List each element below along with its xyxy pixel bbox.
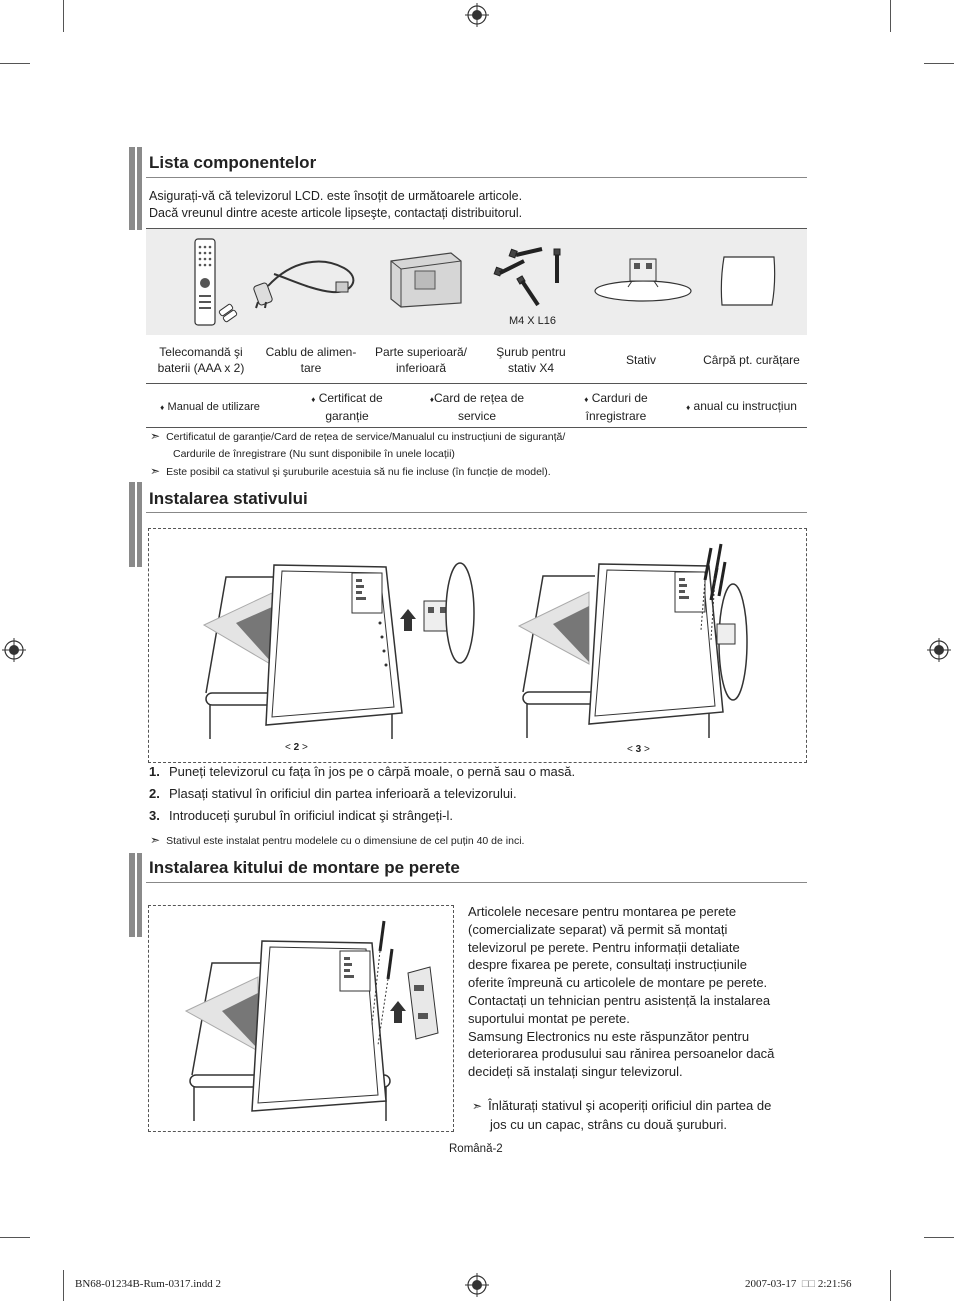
stand-step-2-illustration bbox=[196, 553, 496, 743]
step-number: 3. bbox=[149, 808, 160, 823]
doc-item-line: Card de rețea de bbox=[434, 391, 525, 405]
components-images-panel bbox=[146, 229, 807, 335]
screw-spec-label: M4 X L16 bbox=[508, 315, 557, 327]
cleaning-cloth-icon bbox=[718, 253, 780, 309]
doc-item-line: Carduri de bbox=[591, 391, 648, 405]
caption-number: 3 bbox=[635, 744, 642, 755]
stand-note bbox=[150, 832, 800, 850]
item-label-line: Stativ bbox=[625, 353, 656, 367]
note-text: Stativul este instalat pentru modelele cu o dimensiune de cel puțin 40 de inci. bbox=[166, 835, 525, 847]
list-item bbox=[149, 805, 799, 827]
paragraph-line: Articolele necesare pentru montarea pe perete bbox=[468, 904, 737, 919]
page-number: Română-2 bbox=[449, 1143, 503, 1155]
paragraph-line: oferite împreună cu articolele de montare pe perete. bbox=[468, 975, 768, 991]
note-text: Este posibil ca stativul şi şuruburile acestuia să nu fie incluse (în funcție de model). bbox=[166, 466, 551, 478]
item-label-line: Cablu de alimen- bbox=[265, 345, 357, 359]
stand-step-2-caption: < 2 > bbox=[285, 742, 308, 753]
components-intro bbox=[149, 188, 799, 222]
footer-time: 2:21:56 bbox=[817, 1278, 852, 1290]
intro-line: Dacă vreunul dintre aceste articole lipseşte, contactați distribuitorul. bbox=[149, 206, 523, 220]
paragraph-line: televizorul pe perete. Pentru informații detaliate bbox=[468, 939, 740, 955]
power-cable-icon bbox=[252, 250, 362, 310]
doc-item: ♦ Certificat de garanție bbox=[287, 390, 407, 424]
step-text: Puneți televizorul cu fața în jos pe o cârpă moale, o pernă sau o masă. bbox=[169, 764, 576, 779]
step-number: 1. bbox=[149, 764, 160, 779]
crop-mark bbox=[63, 1270, 64, 1301]
item-label-line: Parte superioară/ bbox=[374, 345, 468, 359]
paragraph-line: despre fixarea pe perete, consultați instrucțiunile bbox=[468, 957, 747, 973]
doc-item-line: Manual de utilizare bbox=[167, 401, 260, 413]
paragraph-line: (comercializate separat) vă permit să montați bbox=[468, 921, 728, 937]
footer-date-text: 2007-03-17 bbox=[745, 1278, 797, 1290]
item-label-line: inferioară bbox=[395, 361, 447, 375]
note-text: Înlăturați stativul şi acoperiți orificiul din partea de bbox=[488, 1098, 772, 1113]
item-label bbox=[476, 344, 586, 376]
section-title-components: Lista componentelor bbox=[149, 153, 317, 172]
doc-item: ♦ Manual de utilizare bbox=[160, 401, 260, 413]
paragraph-line: Contactați un tehnician pentru asistență la instalarea bbox=[468, 992, 771, 1008]
list-item bbox=[149, 761, 799, 783]
item-label-line: Cârpă pt. curățare bbox=[703, 353, 800, 367]
stand-steps-list bbox=[149, 761, 799, 827]
footer-date bbox=[745, 1278, 852, 1290]
item-label bbox=[366, 344, 476, 376]
registration-mark-icon bbox=[465, 3, 489, 27]
remote-control-icon bbox=[191, 237, 241, 329]
item-label bbox=[146, 344, 256, 376]
item-label-line: Telecomandă şi bbox=[159, 345, 243, 359]
note-arrow-icon: ➣ bbox=[150, 464, 161, 478]
stand-step-3-illustration bbox=[515, 540, 765, 745]
registration-mark-icon bbox=[2, 638, 26, 662]
doc-item: ♦ anual cu instrucțiun bbox=[686, 399, 797, 413]
section-title-stand: Instalarea stativului bbox=[149, 489, 308, 508]
section-rule bbox=[146, 512, 807, 513]
step-text: Introduceți şurubul în orificiul indicat şi strângeți-l. bbox=[169, 808, 453, 823]
section-title-wall-mount: Instalarea kitului de montare pe perete bbox=[149, 858, 460, 877]
caption-number: 2 bbox=[293, 742, 300, 753]
registration-mark-icon bbox=[927, 638, 951, 662]
item-label-line: baterii (AAA x 2) bbox=[157, 361, 245, 375]
paragraph-line: decideți să instalați singur televizorul. bbox=[468, 1064, 683, 1080]
table-rule bbox=[146, 383, 807, 384]
stand-icon bbox=[592, 255, 694, 305]
note-text: Certificatul de garanție/Card de rețea de service/Manualul cu instrucțiuni de siguranță/ bbox=[166, 431, 566, 443]
stand-step-3-caption: < 3 > bbox=[627, 744, 650, 755]
item-label-line: Şurub pentru bbox=[496, 345, 566, 359]
note-text: jos cu un capac, strâns cu două şuruburi. bbox=[490, 1116, 728, 1132]
stand-cover-icon bbox=[385, 247, 465, 309]
crop-mark bbox=[0, 63, 30, 64]
doc-item: ♦ Carduri de înregistrare bbox=[556, 390, 676, 424]
registration-mark-icon bbox=[465, 1273, 489, 1297]
footer-file-name: BN68-01234B-Rum-0317.indd 2 bbox=[75, 1278, 222, 1290]
note-arrow-icon: ➣ bbox=[150, 429, 161, 443]
section-rule bbox=[146, 177, 807, 178]
wall-mount-paragraph bbox=[468, 903, 808, 1081]
doc-item-line: service bbox=[457, 409, 496, 423]
step-number: 2. bbox=[149, 786, 160, 801]
note-text: Cardurile de înregistrare (Nu sunt disponibile în unele locații) bbox=[173, 448, 455, 460]
doc-item-line: Certificat de bbox=[318, 391, 383, 405]
intro-line: Asigurați-vă că televizorul LCD. este însoțit de următoarele articole. bbox=[149, 189, 523, 203]
paragraph-line: suportului montat pe perete. bbox=[468, 1010, 630, 1026]
crop-mark bbox=[890, 1270, 891, 1301]
crop-mark bbox=[0, 1237, 30, 1238]
item-label-line: stativ X4 bbox=[507, 361, 555, 375]
paragraph-line: Samsung Electronics nu este răspunzător pentru bbox=[468, 1028, 750, 1044]
list-item bbox=[149, 783, 799, 805]
item-label bbox=[586, 352, 696, 368]
screws-icon bbox=[490, 247, 575, 307]
note-arrow-icon: ➣ bbox=[150, 833, 161, 847]
doc-item-line: anual cu instrucțiun bbox=[693, 399, 797, 413]
section-bar bbox=[129, 147, 144, 230]
paragraph-line: deteriorarea produsului sau rănirea persoanelor dacă bbox=[468, 1046, 775, 1062]
step-text: Plasați stativul în orificiul din partea inferioară a televizorului. bbox=[169, 786, 517, 801]
crop-mark bbox=[924, 63, 954, 64]
note-arrow-icon: ➣ bbox=[472, 1099, 483, 1113]
wall-mount-note bbox=[472, 1097, 808, 1134]
crop-mark bbox=[63, 0, 64, 32]
doc-item-line: garanție bbox=[325, 409, 369, 423]
footer-glyphs: □□ bbox=[801, 1278, 816, 1290]
item-label-line: tare bbox=[300, 361, 322, 375]
item-label bbox=[256, 344, 366, 376]
item-label bbox=[696, 352, 807, 368]
crop-mark bbox=[924, 1237, 954, 1238]
components-note bbox=[150, 428, 800, 481]
doc-item: ♦Card de rețea de service bbox=[412, 390, 542, 424]
doc-item-line: înregistrare bbox=[585, 409, 647, 423]
crop-mark bbox=[890, 0, 891, 32]
wall-mount-illustration bbox=[172, 915, 444, 1125]
section-bar bbox=[129, 853, 144, 937]
section-bar bbox=[129, 482, 144, 567]
section-rule bbox=[146, 882, 807, 883]
